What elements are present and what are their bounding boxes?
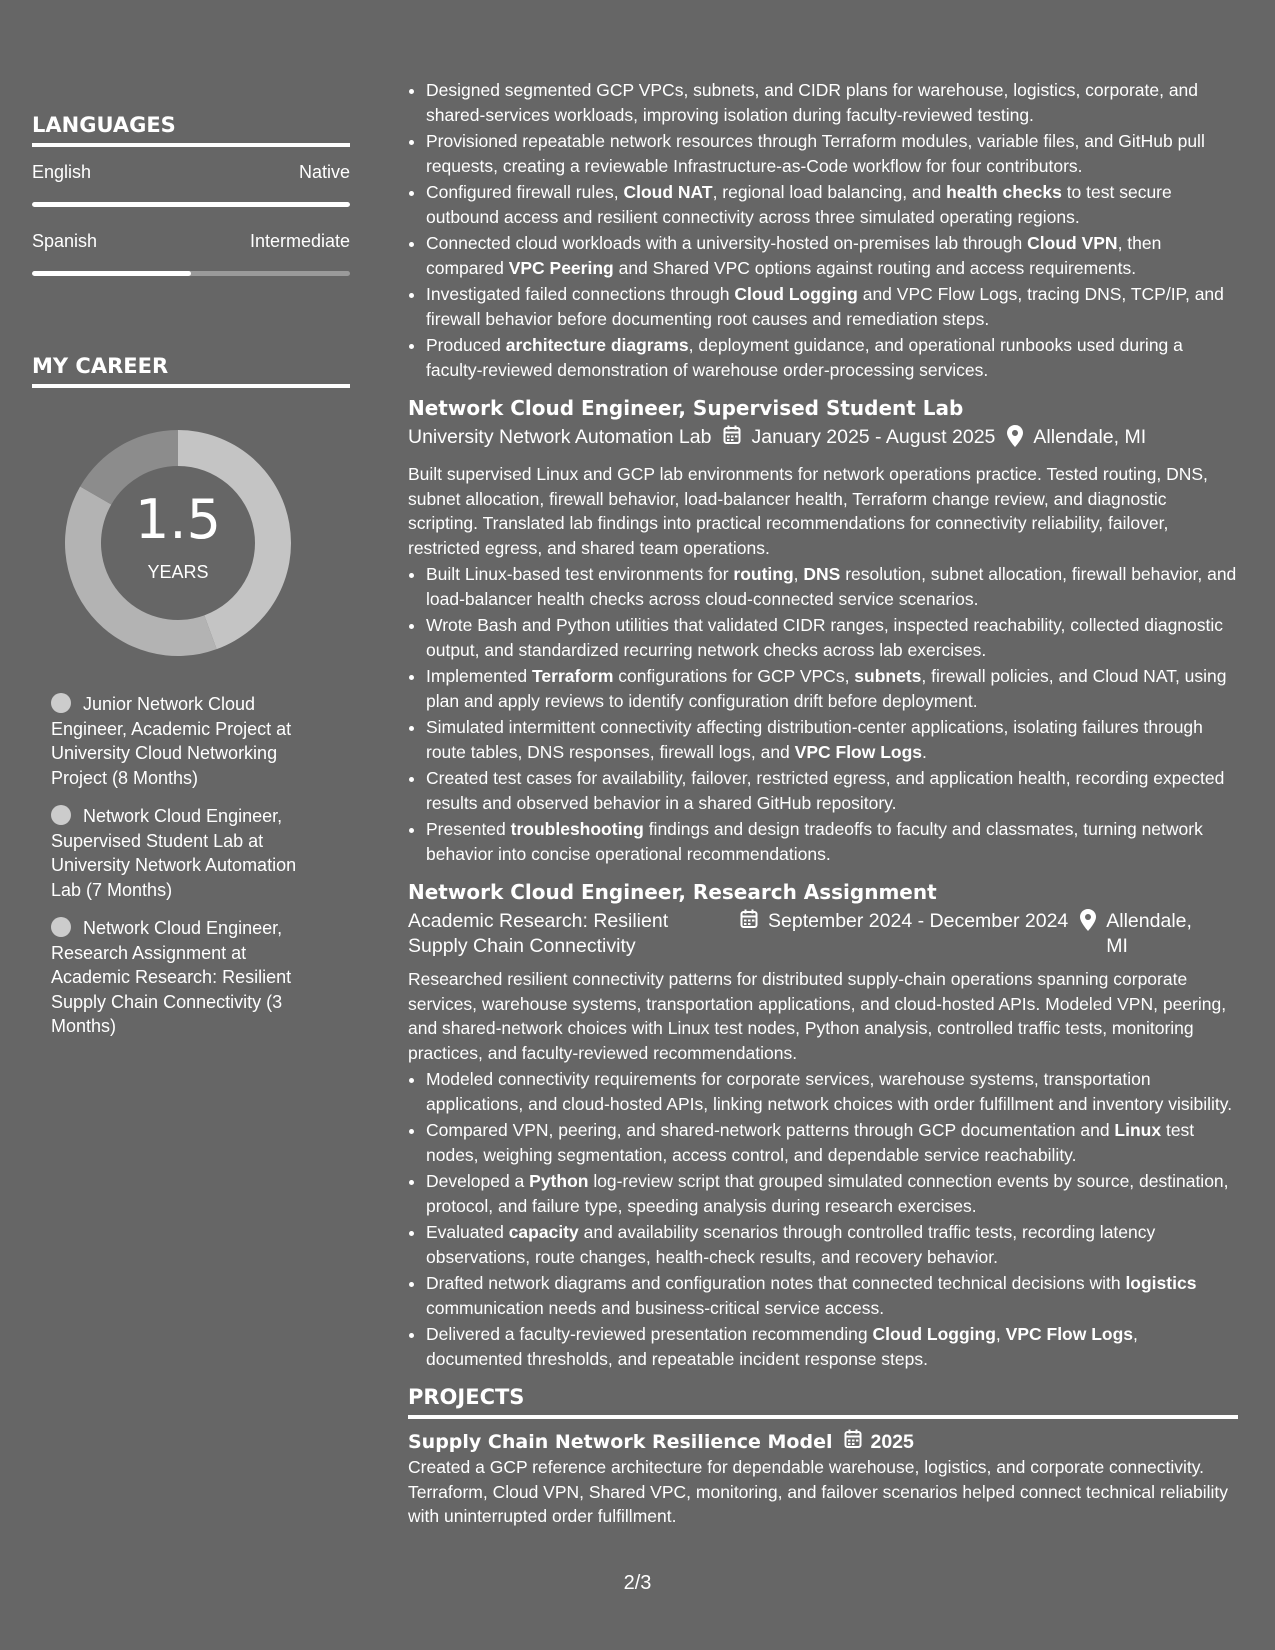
location-pin-icon <box>1080 909 1096 938</box>
main-content <box>408 78 1238 1531</box>
calendar-icon <box>844 1429 862 1455</box>
job-bullet: • Implemented Terraform configurations for GCP VPCs, subnets, firewall policies, and Cloud NAT, using plan and apply reviews to identify configuration drift before deployment. <box>426 664 1238 713</box>
job-organization: Academic Research: Resilient Supply Chain Connectivity <box>408 910 669 957</box>
career-total-value: 1.5 <box>135 488 221 551</box>
career-item: Network Cloud Engineer, Research Assignment at Academic Research: Resilient Supply Chain Connectivity (3 Months) <box>51 918 292 1036</box>
job-dates: January 2025 - August 2025 <box>751 426 996 448</box>
language-proficiency-fill <box>32 271 191 276</box>
project-year: 2025 <box>870 1430 914 1453</box>
experience-section <box>408 396 1238 1371</box>
projects-heading: PROJECTS <box>408 1385 1238 1419</box>
language-row-spanish <box>32 231 350 252</box>
job-bullet: • Compared VPN, peering, and shared-network patterns through GCP documentation and Linux test nodes, weighing segmentation, access control, and dependable service reachability. <box>426 1118 1238 1167</box>
project-name: Supply Chain Network Resilience Model <box>408 1431 833 1453</box>
language-row-english <box>32 162 350 183</box>
job-bullets <box>408 562 1238 866</box>
career-item: Junior Network Cloud Engineer, Academic Project at University Cloud Networking Project (8 Months) <box>51 694 292 788</box>
job-organization: University Network Automation Lab <box>408 426 712 448</box>
experience-bullet: • Produced architecture diagrams, deployment guidance, and operational runbooks used during a faculty-reviewed demonstration of warehouse order-processing services. <box>426 333 1238 382</box>
job-bullet: • Simulated intermittent connectivity affecting distribution-center applications, isolating failures through route tables, DNS responses, firewall logs, and VPC Flow Logs. <box>426 715 1238 764</box>
career-list <box>51 692 319 1053</box>
languages-heading: LANGUAGES <box>32 113 350 147</box>
job-summary: Built supervised Linux and GCP lab environments for network operations practice. Tested routing, DNS, subnet allocation, firewall behavior, load-balancer health, Terraform change review, and diagnostic scripting. Translated lab findings into practical recommendations for connectivity reliability, failover, restricted egress, and shared team operations. <box>408 464 1208 558</box>
career-total-unit: YEARS <box>147 562 209 582</box>
job-meta <box>408 909 1238 959</box>
job-summary: Researched resilient connectivity patterns for distributed supply-chain operations spanning corporate services, warehouse systems, transportation applications, and cloud-hosted APIs. Modeled VPN, peering, and shared-network choices with Linux test nodes, Python analysis, controlled traffic tests, monitoring practices, and faculty-reviewed recommendations. <box>408 969 1227 1063</box>
bullet-dot-icon <box>51 805 71 825</box>
experience-bullet: • Designed segmented GCP VPCs, subnets, and CIDR plans for warehouse, logistics, corporate, and shared-services workloads, improving isolation during faculty-reviewed testing. <box>426 78 1238 127</box>
language-proficiency-fill <box>32 202 350 207</box>
experience-bullet: • Configured firewall rules, Cloud NAT, regional load balancing, and health checks to test secure outbound access and resilient connectivity across three simulated operating regions. <box>426 180 1238 229</box>
bullet-dot-icon <box>51 917 71 937</box>
project-header <box>408 1429 1238 1455</box>
job-dates: September 2024 - December 2024 <box>768 910 1069 932</box>
experience-bullet: • Connected cloud workloads with a university-hosted on-premises lab through Cloud VPN, then compared VPC Peering and Shared VPC options against routing and access requirements. <box>426 231 1238 280</box>
job-bullet: • Developed a Python log-review script that grouped simulated connection events by source, destination, protocol, and failure type, speeding analysis during research exercises. <box>426 1169 1238 1218</box>
job-title: Network Cloud Engineer, Supervised Student Lab <box>408 396 964 420</box>
calendar-icon <box>740 909 758 936</box>
language-proficiency-bar-spanish <box>32 271 350 276</box>
experience-bullets <box>408 78 1238 382</box>
language-level: Native <box>298 162 350 182</box>
job-entry <box>408 880 1238 1371</box>
job-meta <box>408 425 1238 454</box>
career-heading: MY CAREER <box>32 354 350 388</box>
job-bullet: • Evaluated capacity and availability scenarios through controlled traffic tests, recording latency observations, route changes, health-check results, and recovery behavior. <box>426 1220 1238 1269</box>
language-name: Spanish <box>32 231 98 251</box>
project-description: Created a GCP reference architecture for dependable warehouse, logistics, and corporate connectivity. Terraform, Cloud VPN, Shared VPC, monitoring, and failover scenarios helped connect technical reliability with uninterrupted order fulfillment. <box>408 1457 1228 1526</box>
calendar-icon <box>723 425 741 452</box>
job-bullet: • Built Linux-based test environments for routing, DNS resolution, subnet allocation, firewall behavior, and load-balancer health checks across cloud-connected service scenarios. <box>426 562 1238 611</box>
experience-bullet: • Investigated failed connections through Cloud Logging and VPC Flow Logs, tracing DNS, TCP/IP, and firewall behavior before documenting root causes and remediation steps. <box>426 282 1238 331</box>
job-location: Allendale, MI <box>1106 910 1192 957</box>
job-bullets <box>408 1067 1238 1371</box>
job-bullet: • Wrote Bash and Python utilities that validated CIDR ranges, inspected reachability, collected diagnostic output, and standardized recurring network checks across lab exercises. <box>426 613 1238 662</box>
location-pin-icon <box>1007 425 1023 454</box>
language-level: Intermediate <box>249 231 350 251</box>
job-bullet: • Drafted network diagrams and configuration notes that connected technical decisions with logistics communication needs and business-critical service access. <box>426 1271 1238 1320</box>
language-name: English <box>32 162 92 182</box>
career-donut-chart <box>65 430 291 656</box>
job-bullet: • Presented troubleshooting findings and design tradeoffs to faculty and classmates, turning network behavior into concise operational recommendations. <box>426 817 1238 866</box>
job-bullet: • Modeled connectivity requirements for corporate services, warehouse systems, transportation applications, and cloud-hosted APIs, linking network choices with order fulfillment and inventory visibility. <box>426 1067 1238 1116</box>
page-number: 2/3 <box>623 1572 652 1594</box>
job-bullet: • Delivered a faculty-reviewed presentation recommending Cloud Logging, VPC Flow Logs, documented thresholds, and repeatable incident response steps. <box>426 1322 1238 1371</box>
job-location: Allendale, MI <box>1033 426 1147 448</box>
job-entry <box>408 396 1238 866</box>
job-title: Network Cloud Engineer, Research Assignment <box>408 880 937 904</box>
job-bullet: • Created test cases for availability, failover, restricted egress, and application health, recording expected results and observed behavior in a shared GitHub repository. <box>426 766 1238 815</box>
career-item: Network Cloud Engineer, Supervised Student Lab at University Network Automation Lab (7 Months) <box>51 806 297 900</box>
experience-bullet: • Provisioned repeatable network resources through Terraform modules, variable files, and GitHub pull requests, creating a reviewable Infrastructure-as-Code workflow for four contributors. <box>426 129 1238 178</box>
bullet-dot-icon <box>51 693 71 713</box>
language-proficiency-bar-english <box>32 202 350 207</box>
